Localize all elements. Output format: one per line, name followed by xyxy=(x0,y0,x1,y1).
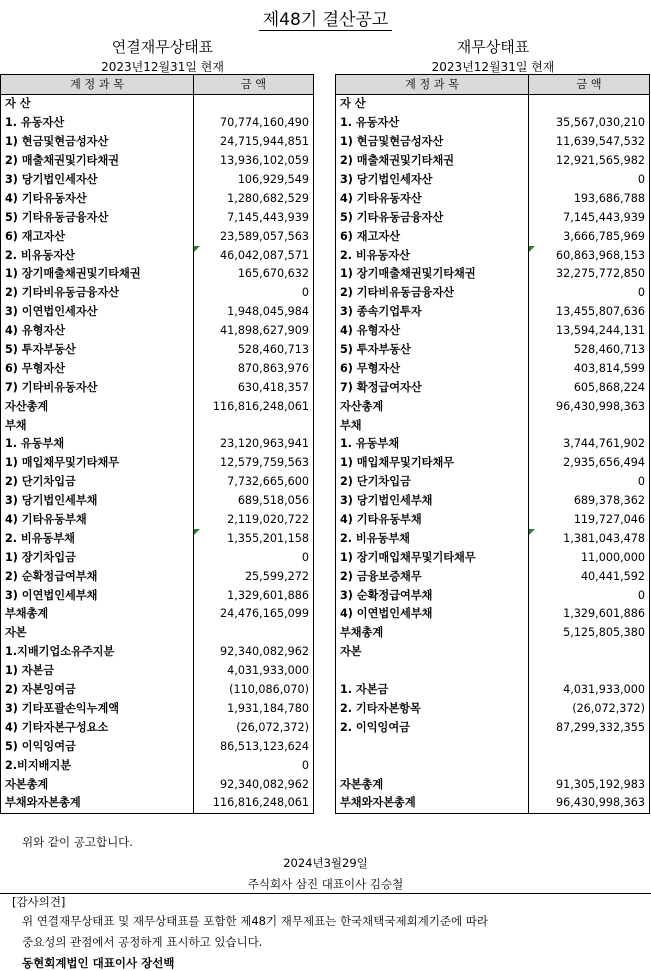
table-row xyxy=(1,586,314,605)
table-row xyxy=(336,152,650,171)
table-row xyxy=(336,171,650,190)
amount-value: 4,031,933,000 xyxy=(529,681,650,700)
account-label: 3) 이연법인세자산 xyxy=(1,303,194,322)
amount-value: 630,418,357 xyxy=(194,378,314,397)
amount-value xyxy=(194,624,314,643)
company-signature: 주식회사 삼진 대표이사 김승철 xyxy=(247,877,404,891)
amount-value: 119,727,046 xyxy=(529,511,650,530)
account-label: 1) 장기매출채권및기타채권 xyxy=(336,265,529,284)
account-label: 2) 단기차입금 xyxy=(336,473,529,492)
table-row xyxy=(336,567,650,586)
table-row xyxy=(1,662,314,681)
account-label: 4) 기타자본구성요소 xyxy=(1,718,194,737)
table-row xyxy=(1,605,314,624)
table-row xyxy=(336,794,650,813)
table-row xyxy=(1,492,314,511)
amount-value: 70,774,160,490 xyxy=(194,114,314,133)
notice-date: 2024년3월29일 xyxy=(283,856,368,870)
account-label: 2) 매출채권및기타채권 xyxy=(1,152,194,171)
amount-value: 0 xyxy=(194,548,314,567)
table-row xyxy=(336,246,650,265)
account-label: 자본총계 xyxy=(336,775,529,794)
amount-value: 0 xyxy=(529,586,650,605)
table-row xyxy=(1,548,314,567)
amount-value: 41,898,627,909 xyxy=(194,322,314,341)
amount-value: 25,599,272 xyxy=(194,567,314,586)
table-row xyxy=(336,95,650,114)
account-label: 부채총계 xyxy=(1,605,194,624)
amount-value: 86,513,123,624 xyxy=(194,737,314,756)
amount-value xyxy=(529,737,650,756)
table-row xyxy=(336,700,650,719)
account-label: 6) 재고자산 xyxy=(1,227,194,246)
amount-value: 13,455,807,636 xyxy=(529,303,650,322)
amount-value: 23,589,057,563 xyxy=(194,227,314,246)
table-row xyxy=(1,246,314,265)
table-row xyxy=(1,700,314,719)
table-row xyxy=(1,775,314,794)
amount-value xyxy=(529,662,650,681)
account-label: 4) 기타유동자산 xyxy=(1,189,194,208)
table-row xyxy=(336,265,650,284)
amount-value: 2,119,020,722 xyxy=(194,511,314,530)
table-row xyxy=(1,227,314,246)
table-row xyxy=(336,284,650,303)
table-row xyxy=(1,435,314,454)
account-label: 2. 이익잉여금 xyxy=(336,718,529,737)
amount-value: 13,594,244,131 xyxy=(529,322,650,341)
right-balance-sheet-table xyxy=(335,74,650,814)
amount-value: 4,031,933,000 xyxy=(194,662,314,681)
table-row xyxy=(336,718,650,737)
amount-value: 7,145,443,939 xyxy=(194,208,314,227)
amount-value: 96,430,998,363 xyxy=(529,397,650,416)
account-label: 6) 무형자산 xyxy=(336,359,529,378)
account-label: 2) 기타비유동금융자산 xyxy=(336,284,529,303)
amount-value: 96,430,998,363 xyxy=(529,794,650,813)
account-label: 4) 기타유동자산 xyxy=(336,189,529,208)
amount-value: 7,145,443,939 xyxy=(529,208,650,227)
amount-value: 0 xyxy=(529,171,650,190)
account-label: 3) 종속기업투자 xyxy=(336,303,529,322)
table-row xyxy=(1,322,314,341)
account-label: 3) 이연법인세부채 xyxy=(1,586,194,605)
table-row xyxy=(336,662,650,681)
amount-value: 40,441,592 xyxy=(529,567,650,586)
table-row xyxy=(1,284,314,303)
amount-value: (26,072,372) xyxy=(529,700,650,719)
amount-value: 3,744,761,902 xyxy=(529,435,650,454)
table-row xyxy=(336,775,650,794)
table-row xyxy=(1,133,314,152)
table-row xyxy=(1,189,314,208)
amount-value: (26,072,372) xyxy=(194,718,314,737)
amount-value: 12,579,759,563 xyxy=(194,454,314,473)
amount-value: 116,816,248,061 xyxy=(194,397,314,416)
amount-value: 91,305,192,983 xyxy=(529,775,650,794)
account-label xyxy=(336,756,529,775)
table-row xyxy=(1,114,314,133)
table-row xyxy=(336,208,650,227)
amount-value xyxy=(529,416,650,435)
account-label: 부채와자본총계 xyxy=(1,794,194,813)
account-label: 자본 xyxy=(1,624,194,643)
table-row xyxy=(1,681,314,700)
account-label: 5) 투자부동산 xyxy=(336,341,529,360)
amount-value: 165,670,632 xyxy=(194,265,314,284)
table-row xyxy=(336,511,650,530)
amount-value xyxy=(529,95,650,114)
notice-text: 위와 같이 공고합니다. xyxy=(22,835,133,849)
table-row xyxy=(336,548,650,567)
table-row xyxy=(1,341,314,360)
account-label: 2. 비유동부채 xyxy=(336,529,529,548)
account-label: 1.지배기업소유주지분 xyxy=(1,643,194,662)
amount-value: 0 xyxy=(194,756,314,775)
table-row xyxy=(1,624,314,643)
amount-value: 0 xyxy=(529,284,650,303)
amount-value xyxy=(529,756,650,775)
table-row xyxy=(1,643,314,662)
account-label: 부채 xyxy=(1,416,194,435)
divider xyxy=(0,893,651,894)
amount-value: 87,299,332,355 xyxy=(529,718,650,737)
account-label: 자산총계 xyxy=(336,397,529,416)
account-label: 1. 유동자산 xyxy=(1,114,194,133)
amount-value: 1,280,682,529 xyxy=(194,189,314,208)
amount-value: 0 xyxy=(529,473,650,492)
account-label: 2. 비유동자산 xyxy=(1,246,194,265)
left-col-account: 계 정 과 목 xyxy=(1,75,194,95)
amount-value: 5,125,805,380 xyxy=(529,624,650,643)
account-label: 6) 무형자산 xyxy=(1,359,194,378)
left-col-amount: 금 액 xyxy=(194,75,314,95)
account-label: 1) 매입채무및기타채무 xyxy=(1,454,194,473)
account-label: 2) 금융보증채무 xyxy=(336,567,529,586)
table-row xyxy=(336,586,650,605)
right-col-account: 계 정 과 목 xyxy=(336,75,529,95)
table-row xyxy=(336,359,650,378)
audit-title: [감사의견] xyxy=(12,895,66,909)
account-label: 2. 비유동부채 xyxy=(1,529,194,548)
amount-value: 106,929,549 xyxy=(194,171,314,190)
account-label: 1) 장기차입금 xyxy=(1,548,194,567)
account-label: 4) 유형자산 xyxy=(336,322,529,341)
account-label xyxy=(336,737,529,756)
account-label: 2. 기타자본항목 xyxy=(336,700,529,719)
account-label: 4) 유형자산 xyxy=(1,322,194,341)
amount-value: 12,921,565,982 xyxy=(529,152,650,171)
amount-value: 24,715,944,851 xyxy=(194,133,314,152)
amount-value: 528,460,713 xyxy=(529,341,650,360)
account-label: 4) 기타유동부채 xyxy=(1,511,194,530)
account-label: 7) 기타비유동자산 xyxy=(1,378,194,397)
account-label: 5) 투자부동산 xyxy=(1,341,194,360)
amount-value: 689,378,362 xyxy=(529,492,650,511)
account-label: 1) 현금및현금성자산 xyxy=(336,133,529,152)
account-label: 4) 기타유동부채 xyxy=(336,511,529,530)
left-balance-sheet-table xyxy=(0,74,314,814)
account-label: 6) 재고자산 xyxy=(336,227,529,246)
amount-value: 1,381,043,478 xyxy=(529,529,650,548)
table-row xyxy=(1,152,314,171)
amount-value: 870,863,976 xyxy=(194,359,314,378)
amount-value: 92,340,082,962 xyxy=(194,643,314,662)
table-row xyxy=(1,718,314,737)
table-row xyxy=(1,208,314,227)
amount-value xyxy=(194,416,314,435)
table-row xyxy=(336,378,650,397)
amount-value: 35,567,030,210 xyxy=(529,114,650,133)
account-label: 3) 당기법인세부채 xyxy=(1,492,194,511)
table-row xyxy=(336,133,650,152)
account-label: 1) 자본금 xyxy=(1,662,194,681)
table-row xyxy=(1,265,314,284)
table-row xyxy=(336,416,650,435)
amount-value: 92,340,082,962 xyxy=(194,775,314,794)
table-row xyxy=(336,189,650,208)
account-label: 1) 장기매출채권및기타채권 xyxy=(1,265,194,284)
table-row xyxy=(336,397,650,416)
account-label: 2. 비유동자산 xyxy=(336,246,529,265)
account-label: 자본총계 xyxy=(1,775,194,794)
right-col-amount: 금 액 xyxy=(529,75,650,95)
table-row xyxy=(336,756,650,775)
account-label: 7) 확정급여자산 xyxy=(336,378,529,397)
right-heading: 재무상태표 xyxy=(456,38,530,56)
audit-line-1: 위 연결재무상태표 및 재무상태표를 포함한 제48기 재무제표는 한국채택국제회계기준에 따라 xyxy=(22,914,489,928)
amount-value: 2,935,656,494 xyxy=(529,454,650,473)
account-label: 3) 순확정급여부채 xyxy=(336,586,529,605)
amount-value: 403,814,599 xyxy=(529,359,650,378)
table-row xyxy=(1,794,314,813)
table-row xyxy=(336,435,650,454)
amount-value: 1,948,045,984 xyxy=(194,303,314,322)
table-row xyxy=(1,359,314,378)
table-row xyxy=(1,737,314,756)
table-row xyxy=(336,227,650,246)
account-label: 1) 장기매입채무및기타채무 xyxy=(336,548,529,567)
amount-value xyxy=(529,643,650,662)
table-row xyxy=(336,529,650,548)
table-row xyxy=(336,454,650,473)
account-label: 자 산 xyxy=(336,95,529,114)
account-label: 2) 단기차입금 xyxy=(1,473,194,492)
amount-value: 3,666,785,969 xyxy=(529,227,650,246)
table-row xyxy=(1,416,314,435)
table-row xyxy=(336,303,650,322)
table-row xyxy=(336,681,650,700)
table-row xyxy=(1,511,314,530)
account-label: 5) 기타유동금융자산 xyxy=(1,208,194,227)
table-row xyxy=(1,378,314,397)
auditor-signature: 동현회계법인 대표이사 장선백 xyxy=(22,956,175,970)
amount-value: (110,086,070) xyxy=(194,681,314,700)
table-row xyxy=(1,171,314,190)
account-label: 5) 기타유동금융자산 xyxy=(336,208,529,227)
table-row xyxy=(336,322,650,341)
amount-value: 116,816,248,061 xyxy=(194,794,314,813)
account-label: 부채총계 xyxy=(336,624,529,643)
account-label: 5) 이익잉여금 xyxy=(1,737,194,756)
table-row xyxy=(336,492,650,511)
table-row xyxy=(1,529,314,548)
amount-value: 60,863,968,153 xyxy=(529,246,650,265)
table-row xyxy=(1,303,314,322)
table-row xyxy=(1,756,314,775)
amount-value: 689,518,056 xyxy=(194,492,314,511)
amount-value: 1,329,601,886 xyxy=(529,605,650,624)
amount-value: 13,936,102,059 xyxy=(194,152,314,171)
account-label: 1. 유동부채 xyxy=(1,435,194,454)
account-label: 부채와자본총계 xyxy=(336,794,529,813)
account-label: 3) 당기법인세자산 xyxy=(1,171,194,190)
left-heading: 연결재무상태표 xyxy=(111,38,214,56)
left-date: 2023년12월31일 현재 xyxy=(101,60,224,74)
amount-value: 1,355,201,158 xyxy=(194,529,314,548)
account-label: 자산총계 xyxy=(1,397,194,416)
account-label: 자 산 xyxy=(1,95,194,114)
audit-line-2: 중요성의 관점에서 공정하게 표시하고 있습니다. xyxy=(22,935,263,949)
amount-value: 7,732,665,600 xyxy=(194,473,314,492)
table-row xyxy=(1,397,314,416)
account-label: 1) 매입채무및기타채무 xyxy=(336,454,529,473)
amount-value: 24,476,165,099 xyxy=(194,605,314,624)
table-row xyxy=(336,605,650,624)
amount-value: 23,120,963,941 xyxy=(194,435,314,454)
table-row xyxy=(336,114,650,133)
amount-value: 11,639,547,532 xyxy=(529,133,650,152)
account-label: 2) 순확정급여부채 xyxy=(1,567,194,586)
table-row xyxy=(1,454,314,473)
table-row xyxy=(336,737,650,756)
amount-value: 1,329,601,886 xyxy=(194,586,314,605)
right-date: 2023년12월31일 현재 xyxy=(431,60,555,74)
account-label: 1. 자본금 xyxy=(336,681,529,700)
table-row xyxy=(1,567,314,586)
account-label: 3) 기타포괄손익누계액 xyxy=(1,700,194,719)
account-label xyxy=(336,662,529,681)
table-row xyxy=(336,643,650,662)
account-label: 2) 자본잉여금 xyxy=(1,681,194,700)
amount-value: 1,931,184,780 xyxy=(194,700,314,719)
table-row xyxy=(336,624,650,643)
amount-value: 11,000,000 xyxy=(529,548,650,567)
table-row xyxy=(336,473,650,492)
account-label: 부채 xyxy=(336,416,529,435)
account-label: 4) 이연법인세부채 xyxy=(336,605,529,624)
account-label: 1. 유동부채 xyxy=(336,435,529,454)
account-label: 3) 당기법인세부채 xyxy=(336,492,529,511)
account-label: 3) 당기법인세자산 xyxy=(336,171,529,190)
table-row xyxy=(1,473,314,492)
table-row xyxy=(336,341,650,360)
amount-value: 32,275,772,850 xyxy=(529,265,650,284)
account-label: 1) 현금및현금성자산 xyxy=(1,133,194,152)
amount-value: 46,042,087,571 xyxy=(194,246,314,265)
account-label: 2) 기타비유동금융자산 xyxy=(1,284,194,303)
page-title: 제48기 결산공고 xyxy=(0,5,651,30)
amount-value: 0 xyxy=(194,284,314,303)
table-row xyxy=(1,95,314,114)
amount-value: 605,868,224 xyxy=(529,378,650,397)
amount-value: 528,460,713 xyxy=(194,341,314,360)
account-label: 2) 매출채권및기타채권 xyxy=(336,152,529,171)
account-label: 2.비지배지분 xyxy=(1,756,194,775)
amount-value xyxy=(194,95,314,114)
account-label: 자본 xyxy=(336,643,529,662)
amount-value: 193,686,788 xyxy=(529,189,650,208)
account-label: 1. 유동자산 xyxy=(336,114,529,133)
